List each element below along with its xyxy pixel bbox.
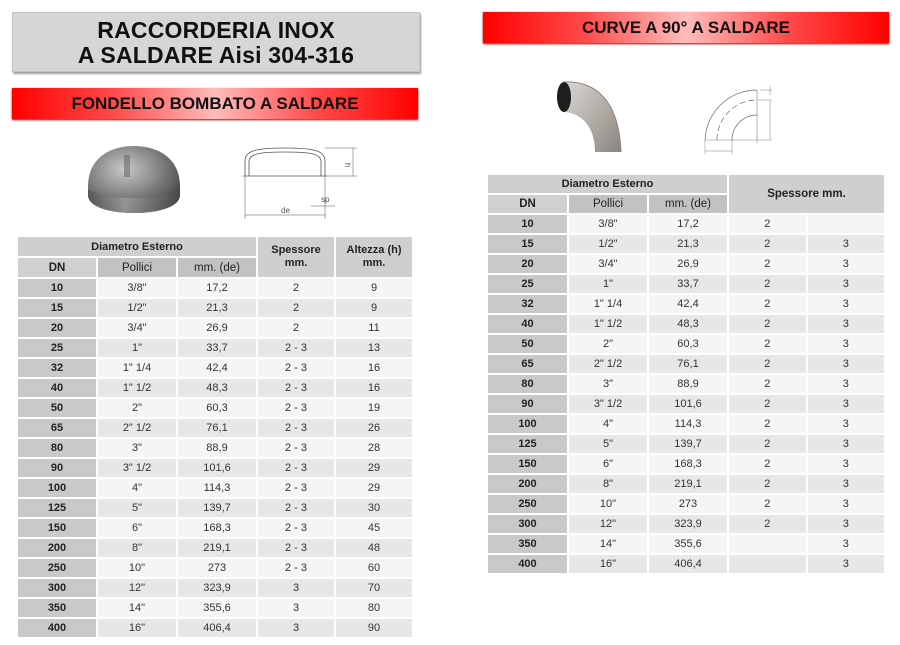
- cell-mm: 139,7: [649, 435, 727, 453]
- cell-pollici: 16": [98, 619, 176, 637]
- cell-mm: 33,7: [649, 275, 727, 293]
- cell-pollici: 5": [569, 435, 647, 453]
- cell-sp2: [808, 215, 885, 233]
- cell-dn: 200: [18, 539, 96, 557]
- elbow-spec-table: [486, 173, 886, 575]
- cell-sp1: 2: [729, 235, 806, 253]
- cell-mm: 323,9: [649, 515, 727, 533]
- table-row: [488, 495, 884, 513]
- table-row: [488, 335, 884, 353]
- header-dn: DN: [18, 258, 96, 277]
- catalog-title-line2: A SALDARE Aisi 304-316: [77, 42, 355, 68]
- table-row: [488, 375, 884, 393]
- cell-altezza: 70: [336, 579, 412, 597]
- cell-pollici: 10": [98, 559, 176, 577]
- table-row: [18, 579, 412, 597]
- header-diametro-esterno: Diametro Esterno: [18, 237, 256, 256]
- cell-spessore: 2 - 3: [258, 379, 334, 397]
- table-row: [488, 435, 884, 453]
- header-altezza: Altezza (h) mm.: [336, 237, 412, 277]
- cell-pollici: 1" 1/4: [569, 295, 647, 313]
- cell-sp1: [729, 535, 806, 553]
- cell-altezza: 16: [336, 379, 412, 397]
- section-banner-elbow-90: CURVE A 90° A SALDARE: [483, 12, 889, 43]
- cell-sp1: 2: [729, 435, 806, 453]
- cell-pollici: 6": [98, 519, 176, 537]
- cell-dn: 40: [18, 379, 96, 397]
- catalog-title: [12, 12, 420, 72]
- header-mm-de: mm. (de): [649, 195, 727, 213]
- table-row: [488, 395, 884, 413]
- cell-sp1: 2: [729, 355, 806, 373]
- table-row: [488, 255, 884, 273]
- cell-spessore: 2: [258, 279, 334, 297]
- cell-sp1: 2: [729, 315, 806, 333]
- header-diametro-esterno: Diametro Esterno: [488, 175, 727, 193]
- cell-dn: 300: [488, 515, 567, 533]
- cell-pollici: 2" 1/2: [98, 419, 176, 437]
- cell-sp2: 3: [808, 415, 885, 433]
- cell-pollici: 3/4": [569, 255, 647, 273]
- cell-mm: 219,1: [649, 475, 727, 493]
- cell-altezza: 11: [336, 319, 412, 337]
- catalog-title-line1: RACCORDERIA INOX: [97, 17, 335, 43]
- cell-sp2: 3: [808, 355, 885, 373]
- cell-altezza: 9: [336, 299, 412, 317]
- cell-pollici: 10": [569, 495, 647, 513]
- cell-spessore: 2 - 3: [258, 519, 334, 537]
- cell-sp1: 2: [729, 215, 806, 233]
- cell-sp2: 3: [808, 295, 885, 313]
- cell-dn: 32: [488, 295, 567, 313]
- cell-pollici: 3/8": [98, 279, 176, 297]
- cell-spessore: 2 - 3: [258, 359, 334, 377]
- cell-mm: 168,3: [649, 455, 727, 473]
- cell-dn: 40: [488, 315, 567, 333]
- cell-altezza: 9: [336, 279, 412, 297]
- table-row: [488, 415, 884, 433]
- cell-mm: 355,6: [178, 599, 256, 617]
- cell-pollici: 1/2": [569, 235, 647, 253]
- cell-mm: 42,4: [649, 295, 727, 313]
- table-row: [488, 555, 884, 573]
- table-row: [18, 539, 412, 557]
- cell-dn: 25: [18, 339, 96, 357]
- cell-dn: 150: [18, 519, 96, 537]
- cell-pollici: 1": [569, 275, 647, 293]
- cell-pollici: 12": [569, 515, 647, 533]
- cell-dn: 400: [488, 555, 567, 573]
- cell-spessore: 2 - 3: [258, 539, 334, 557]
- cell-dn: 100: [488, 415, 567, 433]
- cell-mm: 139,7: [178, 499, 256, 517]
- cell-dn: 90: [18, 459, 96, 477]
- cell-spessore: 2 - 3: [258, 559, 334, 577]
- header-mm-de: mm. (de): [178, 258, 256, 277]
- cell-dn: 20: [18, 319, 96, 337]
- cell-mm: 48,3: [649, 315, 727, 333]
- cell-altezza: 16: [336, 359, 412, 377]
- cell-dn: 350: [488, 535, 567, 553]
- cell-dn: 10: [18, 279, 96, 297]
- domed-cap-spec-table: [16, 235, 414, 639]
- cell-mm: 168,3: [178, 519, 256, 537]
- cell-dn: 80: [18, 439, 96, 457]
- table-row: [18, 319, 412, 337]
- elbow-90-photo: [555, 78, 635, 158]
- cell-altezza: 29: [336, 459, 412, 477]
- cell-pollici: 6": [569, 455, 647, 473]
- cell-pollici: 16": [569, 555, 647, 573]
- cell-pollici: 3" 1/2: [569, 395, 647, 413]
- table-row: [18, 339, 412, 357]
- table-row: [18, 499, 412, 517]
- cell-pollici: 2": [569, 335, 647, 353]
- cell-spessore: 2: [258, 299, 334, 317]
- cell-dn: 125: [488, 435, 567, 453]
- cell-pollici: 8": [569, 475, 647, 493]
- cell-sp2: 3: [808, 515, 885, 533]
- cell-pollici: 5": [98, 499, 176, 517]
- elbow-90-technical-drawing: [700, 85, 780, 160]
- cell-mm: 26,9: [178, 319, 256, 337]
- cell-mm: 114,3: [649, 415, 727, 433]
- cell-altezza: 29: [336, 479, 412, 497]
- table-row: [488, 215, 884, 233]
- cell-pollici: 4": [569, 415, 647, 433]
- cell-dn: 300: [18, 579, 96, 597]
- cell-dn: 150: [488, 455, 567, 473]
- cell-altezza: 30: [336, 499, 412, 517]
- cell-mm: 323,9: [178, 579, 256, 597]
- cell-pollici: 14": [98, 599, 176, 617]
- cell-dn: 250: [488, 495, 567, 513]
- cell-mm: 355,6: [649, 535, 727, 553]
- header-dn: DN: [488, 195, 567, 213]
- cell-sp1: 2: [729, 255, 806, 273]
- cell-mm: 21,3: [178, 299, 256, 317]
- cell-altezza: 26: [336, 419, 412, 437]
- cell-altezza: 28: [336, 439, 412, 457]
- table-row: [18, 599, 412, 617]
- cell-pollici: 3" 1/2: [98, 459, 176, 477]
- cell-sp2: 3: [808, 275, 885, 293]
- cell-mm: 406,4: [649, 555, 727, 573]
- cell-pollici: 3/8": [569, 215, 647, 233]
- cell-mm: 114,3: [178, 479, 256, 497]
- cell-mm: 219,1: [178, 539, 256, 557]
- cell-dn: 80: [488, 375, 567, 393]
- table-row: [18, 399, 412, 417]
- cell-dn: 65: [488, 355, 567, 373]
- cell-spessore: 3: [258, 619, 334, 637]
- cell-sp1: 2: [729, 335, 806, 353]
- header-pollici: Pollici: [569, 195, 647, 213]
- cell-sp1: 2: [729, 295, 806, 313]
- cell-sp2: 3: [808, 235, 885, 253]
- cell-sp1: 2: [729, 275, 806, 293]
- cell-spessore: 3: [258, 579, 334, 597]
- cell-altezza: 48: [336, 539, 412, 557]
- cell-altezza: 80: [336, 599, 412, 617]
- cell-altezza: 19: [336, 399, 412, 417]
- cell-dn: 25: [488, 275, 567, 293]
- cell-sp1: 2: [729, 495, 806, 513]
- cell-pollici: 3/4": [98, 319, 176, 337]
- cell-altezza: 90: [336, 619, 412, 637]
- cell-pollici: 4": [98, 479, 176, 497]
- cell-spessore: 2 - 3: [258, 339, 334, 357]
- cell-pollici: 1": [98, 339, 176, 357]
- cell-sp2: 3: [808, 375, 885, 393]
- section-banner-domed-cap: FONDELLO BOMBATO A SALDARE: [12, 88, 418, 119]
- cell-pollici: 8": [98, 539, 176, 557]
- cell-dn: 65: [18, 419, 96, 437]
- cell-altezza: 13: [336, 339, 412, 357]
- cell-dn: 15: [488, 235, 567, 253]
- table-row: [18, 379, 412, 397]
- header-spessore: Spessore mm.: [729, 175, 884, 213]
- table-row: [488, 315, 884, 333]
- cell-spessore: 2 - 3: [258, 419, 334, 437]
- cell-altezza: 60: [336, 559, 412, 577]
- cell-sp2: 3: [808, 255, 885, 273]
- cell-mm: 26,9: [649, 255, 727, 273]
- cell-mm: 101,6: [178, 459, 256, 477]
- cell-pollici: 3": [569, 375, 647, 393]
- table-row: [18, 619, 412, 637]
- cell-sp2: 3: [808, 315, 885, 333]
- table-row: [488, 515, 884, 533]
- table-row: [18, 439, 412, 457]
- table-row: [18, 519, 412, 537]
- cell-mm: 17,2: [649, 215, 727, 233]
- cell-dn: 15: [18, 299, 96, 317]
- domed-cap-technical-drawing: [235, 143, 365, 223]
- table-row: [488, 235, 884, 253]
- table-row: [488, 355, 884, 373]
- cell-spessore: 2 - 3: [258, 439, 334, 457]
- cell-mm: 17,2: [178, 279, 256, 297]
- cell-sp2: 3: [808, 555, 885, 573]
- cell-mm: 273: [178, 559, 256, 577]
- cell-sp2: 3: [808, 535, 885, 553]
- cell-mm: 48,3: [178, 379, 256, 397]
- cell-sp2: 3: [808, 395, 885, 413]
- cell-mm: 76,1: [178, 419, 256, 437]
- cell-sp2: 3: [808, 475, 885, 493]
- cell-sp1: [729, 555, 806, 573]
- cell-mm: 88,9: [649, 375, 727, 393]
- table-row: [18, 279, 412, 297]
- cell-sp2: 3: [808, 455, 885, 473]
- cell-mm: 60,3: [178, 399, 256, 417]
- cell-spessore: 2: [258, 319, 334, 337]
- cell-mm: 406,4: [178, 619, 256, 637]
- cell-dn: 50: [18, 399, 96, 417]
- table-row: [18, 479, 412, 497]
- domed-cap-photo: [84, 143, 184, 215]
- cell-spessore: 3: [258, 599, 334, 617]
- cell-dn: 250: [18, 559, 96, 577]
- cell-mm: 273: [649, 495, 727, 513]
- cell-dn: 32: [18, 359, 96, 377]
- cell-pollici: 3": [98, 439, 176, 457]
- cell-dn: 20: [488, 255, 567, 273]
- cell-sp1: 2: [729, 475, 806, 493]
- table-row: [488, 275, 884, 293]
- cell-pollici: 1" 1/2: [569, 315, 647, 333]
- cell-dn: 400: [18, 619, 96, 637]
- cell-sp1: 2: [729, 415, 806, 433]
- cell-sp1: 2: [729, 375, 806, 393]
- cell-spessore: 2 - 3: [258, 399, 334, 417]
- cell-spessore: 2 - 3: [258, 459, 334, 477]
- cell-dn: 10: [488, 215, 567, 233]
- table-row: [18, 419, 412, 437]
- cell-spessore: 2 - 3: [258, 479, 334, 497]
- cell-dn: 100: [18, 479, 96, 497]
- cell-pollici: 2" 1/2: [569, 355, 647, 373]
- header-spessore: Spessore mm.: [258, 237, 334, 277]
- table-row: [18, 459, 412, 477]
- cell-pollici: 1" 1/2: [98, 379, 176, 397]
- svg-text:h: h: [343, 163, 352, 168]
- cell-mm: 21,3: [649, 235, 727, 253]
- cell-spessore: 2 - 3: [258, 499, 334, 517]
- cell-pollici: 1/2": [98, 299, 176, 317]
- cell-sp1: 2: [729, 395, 806, 413]
- table-row: [488, 295, 884, 313]
- table-row: [488, 455, 884, 473]
- cell-sp2: 3: [808, 495, 885, 513]
- table-row: [18, 359, 412, 377]
- drawing-label-sp: sp: [321, 195, 330, 204]
- cell-altezza: 45: [336, 519, 412, 537]
- cell-sp2: 3: [808, 435, 885, 453]
- cell-dn: 90: [488, 395, 567, 413]
- cell-mm: 88,9: [178, 439, 256, 457]
- cell-sp1: 2: [729, 455, 806, 473]
- table-row: [488, 535, 884, 553]
- cell-pollici: 2": [98, 399, 176, 417]
- cell-mm: 76,1: [649, 355, 727, 373]
- cell-pollici: 1" 1/4: [98, 359, 176, 377]
- drawing-label-de: de: [281, 206, 290, 215]
- table-row: [18, 299, 412, 317]
- cell-pollici: 12": [98, 579, 176, 597]
- cell-mm: 60,3: [649, 335, 727, 353]
- table-row: [488, 475, 884, 493]
- cell-dn: 350: [18, 599, 96, 617]
- cell-mm: 42,4: [178, 359, 256, 377]
- cell-dn: 125: [18, 499, 96, 517]
- cell-mm: 101,6: [649, 395, 727, 413]
- cell-sp1: 2: [729, 515, 806, 533]
- cell-mm: 33,7: [178, 339, 256, 357]
- cell-sp2: 3: [808, 335, 885, 353]
- cell-dn: 50: [488, 335, 567, 353]
- header-pollici: Pollici: [98, 258, 176, 277]
- cell-pollici: 14": [569, 535, 647, 553]
- table-row: [18, 559, 412, 577]
- cell-dn: 200: [488, 475, 567, 493]
